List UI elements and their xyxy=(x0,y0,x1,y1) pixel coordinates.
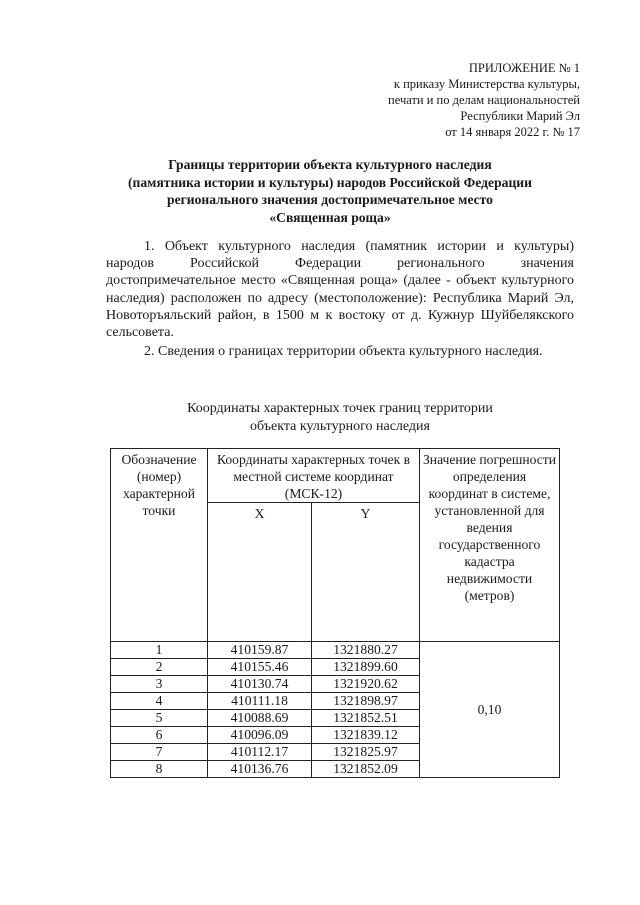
cell-x: 410096.09 xyxy=(208,727,312,744)
appendix-line: Республики Марий Эл xyxy=(460,109,580,123)
cell-y: 1321852.09 xyxy=(312,761,420,778)
header-error-value: Значение погрешности определения координат в системе, установленной для ведения государственного кадастра недвижимости (метров) xyxy=(420,449,560,642)
cell-x: 410155.46 xyxy=(208,659,312,676)
paragraph-object-location: 1. Объект культурного наследия (памятник истории и культуры) народов Российской Федерации регионального значения достопримечательное место «Священная роща» (далее - объект культурного наследия) расположен по адресу (местоположение): Республика Марий Эл, Новоторъяльский район, в 1500 м к востоку от д. Кужнур Шуйбелякского сельсовета. xyxy=(106,239,574,341)
cell-point-number: 1 xyxy=(111,642,208,659)
title-line: Границы территории объекта культурного наследия xyxy=(168,157,492,172)
cell-error-value: 0,10 xyxy=(420,642,560,778)
cell-point-number: 5 xyxy=(111,710,208,727)
title-line: регионального значения достопримечательное место xyxy=(167,192,493,207)
cell-point-number: 4 xyxy=(111,693,208,710)
appendix-line: печати и по делам национальностей xyxy=(388,93,580,107)
appendix-header xyxy=(330,60,580,140)
cell-y: 1321880.27 xyxy=(312,642,420,659)
header-point-number: Обозначение (номер) характерной точки xyxy=(111,449,208,642)
title-line: (памятника истории и культуры) народов Российской Федерации xyxy=(128,174,532,190)
cell-x: 410111.18 xyxy=(208,693,312,710)
header-x: X xyxy=(208,503,312,642)
cell-point-number: 7 xyxy=(111,744,208,761)
cell-point-number: 8 xyxy=(111,761,208,778)
cell-point-number: 6 xyxy=(111,727,208,744)
header-coordinates: Координаты характерных точек в местной системе координат (МСК-12) xyxy=(208,449,420,503)
cell-y: 1321920.62 xyxy=(312,676,420,693)
cell-x: 410088.69 xyxy=(208,710,312,727)
caption-line: Координаты характерных точек границ территории xyxy=(187,401,493,416)
cell-y: 1321839.12 xyxy=(312,727,420,744)
appendix-line: от 14 января 2022 г. № 17 xyxy=(445,125,580,139)
appendix-line: ПРИЛОЖЕНИЕ № 1 xyxy=(468,61,580,75)
cell-x: 410136.76 xyxy=(208,761,312,778)
cell-x: 410159.87 xyxy=(208,642,312,659)
appendix-line: к приказу Министерства культуры, xyxy=(393,77,580,91)
table-row xyxy=(111,642,560,659)
cell-y: 1321825.97 xyxy=(312,744,420,761)
cell-point-number: 3 xyxy=(111,676,208,693)
cell-point-number: 2 xyxy=(111,659,208,676)
paragraph-boundary-info: 2. Сведения о границах территории объекта культурного наследия. xyxy=(144,344,543,359)
coordinates-table xyxy=(110,448,560,778)
cell-y: 1321898.97 xyxy=(312,693,420,710)
table-caption xyxy=(106,400,574,435)
table-header-row xyxy=(111,449,560,503)
document-title xyxy=(80,156,580,226)
title-line: «Священная роща» xyxy=(269,209,391,225)
cell-y: 1321899.60 xyxy=(312,659,420,676)
cell-x: 410112.17 xyxy=(208,744,312,761)
cell-y: 1321852.51 xyxy=(312,710,420,727)
header-y: Y xyxy=(312,503,420,642)
caption-line: объекта культурного наследия xyxy=(250,418,430,434)
cell-x: 410130.74 xyxy=(208,676,312,693)
